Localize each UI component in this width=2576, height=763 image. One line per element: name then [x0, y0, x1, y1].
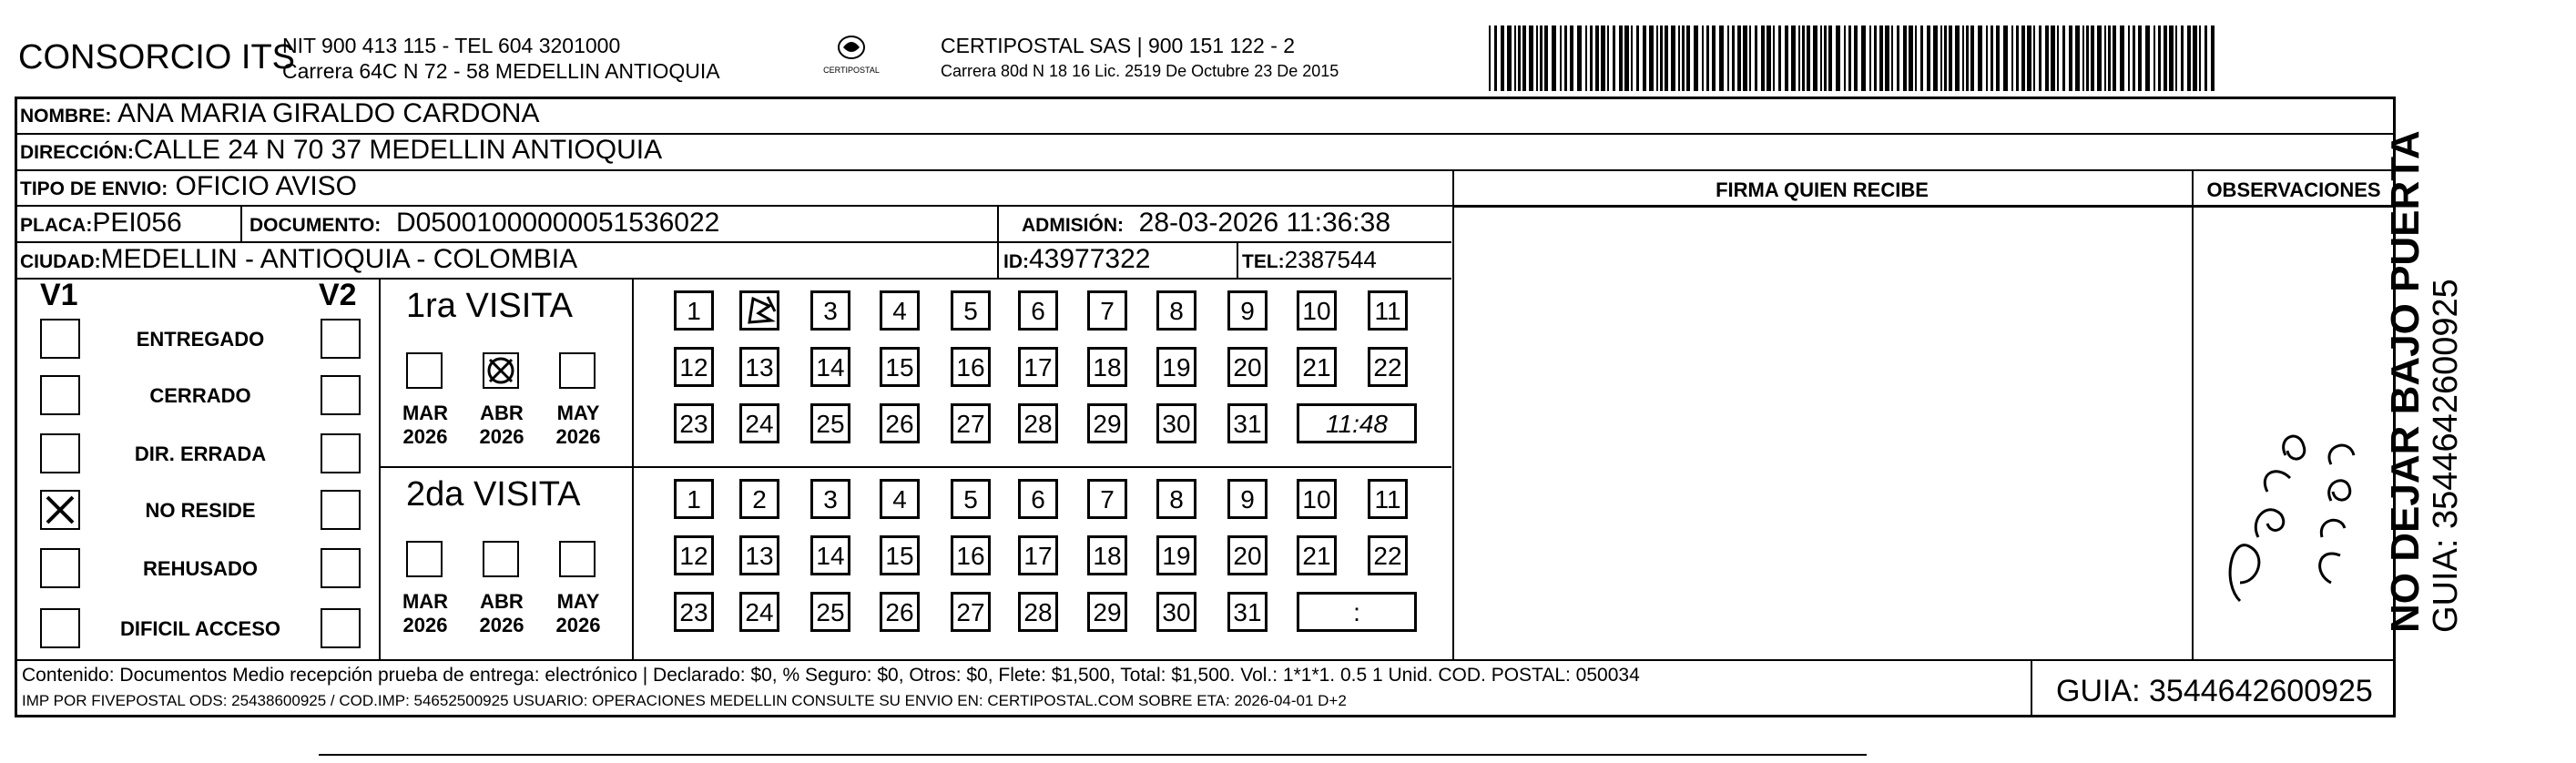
barcode-bar	[2175, 25, 2177, 91]
barcode-bar	[1955, 25, 1960, 91]
day-box[interactable]: 18	[1087, 347, 1127, 387]
barcode-bar	[1828, 25, 1832, 91]
month-label: ABR 2026	[479, 590, 524, 636]
barcode-bar	[2153, 25, 2155, 91]
status-v1-checkbox[interactable]	[40, 319, 80, 359]
barcode-bar	[1891, 25, 1893, 91]
documento-row: DOCUMENTO: D05001000000051536022	[249, 208, 720, 238]
barcode-bar	[1636, 25, 1639, 91]
status-v1-checkbox[interactable]	[40, 548, 80, 588]
day-box[interactable]: 28	[1018, 403, 1058, 443]
barcode-bar	[1590, 25, 1593, 91]
barcode-bar	[1761, 25, 1765, 91]
barcode-bar	[2199, 25, 2201, 91]
day-box[interactable]: 7	[1087, 479, 1127, 519]
barcode-bar	[2181, 25, 2184, 91]
tipo-value: OFICIO AVISO	[175, 171, 358, 201]
barcode-bar	[1570, 25, 1573, 91]
id-row: ID:43977322	[1003, 244, 1151, 274]
barcode-bar	[1514, 25, 1516, 91]
day-box[interactable]: 3	[810, 290, 850, 331]
day-box[interactable]: 5	[951, 290, 991, 331]
day-box[interactable]: 13	[739, 535, 779, 575]
day-box[interactable]: 9	[1227, 479, 1268, 519]
day-box[interactable]: 31	[1227, 592, 1268, 632]
day-box[interactable]: 24	[739, 403, 779, 443]
nombre-value: ANA MARIA GIRALDO CARDONA	[117, 98, 540, 128]
barcode-bar	[2086, 25, 2089, 91]
id-value: 43977322	[1029, 244, 1151, 274]
month-label: MAY 2026	[555, 590, 601, 636]
status-label: DIR. ERRADA	[134, 443, 267, 465]
day-box[interactable]: 14	[810, 347, 850, 387]
status-label: NO RESIDE	[145, 499, 256, 522]
barcode-bar	[1991, 25, 1993, 91]
barcode-bar	[2138, 25, 2142, 91]
day-box[interactable]: 31	[1227, 403, 1268, 443]
status-v1-checkbox[interactable]	[40, 375, 80, 415]
company-nit: NIT 900 413 115 - TEL 604 3201000	[282, 34, 621, 57]
day-box[interactable]: 14	[810, 535, 850, 575]
day-box[interactable]: 23	[674, 592, 714, 632]
barcode-bar	[2062, 25, 2065, 91]
barcode-bar	[1885, 25, 1889, 91]
barcode-bar	[1836, 25, 1840, 91]
barcode-bar	[1848, 25, 1851, 91]
day-box[interactable]: 22	[1368, 535, 1408, 575]
placa-value: PEI056	[92, 208, 182, 238]
day-box[interactable]: 18	[1087, 535, 1127, 575]
barcode-bar	[1844, 25, 1846, 91]
barcode-bar	[1778, 25, 1781, 91]
month-checkbox[interactable]	[483, 541, 519, 577]
barcode-bar	[1915, 25, 1917, 91]
documento-value: D05001000000051536022	[395, 208, 720, 238]
day-box[interactable]: 28	[1018, 592, 1058, 632]
barcode-bar	[1737, 25, 1741, 91]
visit-title: 2da VISITA	[406, 475, 581, 514]
barcode-bar	[1601, 25, 1605, 91]
barcode-bar	[1996, 25, 2000, 91]
barcode-bar	[1585, 25, 1587, 91]
barcode-bar	[1743, 25, 1747, 91]
barcode-bar	[2082, 25, 2084, 91]
side-title: NO DEJAR BAJO PUERTA	[2383, 130, 2428, 633]
barcode-bar	[2204, 25, 2207, 91]
barcode-bar	[1719, 25, 1724, 91]
tel-value: 2387544	[1284, 246, 1377, 273]
day-box[interactable]: 21	[1297, 535, 1337, 575]
barcode-bar	[2091, 25, 2094, 91]
status-v1-checkbox[interactable]	[40, 433, 80, 473]
barcode-bar	[2133, 25, 2135, 91]
direccion-row: DIRECCIÓN:CALLE 24 N 70 37 MEDELLIN ANTIOQUIA	[20, 135, 663, 165]
barcode-bar	[2158, 25, 2161, 91]
nombre-row: NOMBRE: ANA MARIA GIRALDO CARDONA	[20, 98, 540, 128]
barcode-bar	[1595, 25, 1599, 91]
barcode-bar	[1607, 25, 1609, 91]
barcode-bar	[1732, 25, 1735, 91]
day-box[interactable]: 20	[1227, 535, 1268, 575]
barcode-bar	[2011, 25, 2013, 91]
company-address: Carrera 64C N 72 - 58 MEDELLIN ANTIOQUIA	[282, 59, 720, 83]
barcode-bar	[1755, 25, 1757, 91]
month-checkbox[interactable]	[483, 352, 519, 389]
footer-imp: IMP POR FIVEPOSTAL ODS: 25438600925 / COD.IMP: 54652500925 USUARIO: OPERACIONES MEDELLIN CONSULTE SU ENVIO EN: CERTIPOSTAL.COM SOBRE ETA: 2026-04-01 D+2	[22, 692, 1347, 709]
day-box[interactable]: 9	[1227, 290, 1268, 331]
barcode-bar	[2057, 25, 2059, 91]
barcode-bar	[1933, 25, 1938, 91]
barcode-bar	[2145, 25, 2150, 91]
barcode-bar	[1706, 25, 1709, 91]
barcode-bar	[1577, 25, 1582, 91]
day-box[interactable]: 19	[1156, 535, 1196, 575]
handwritten-signature	[2204, 310, 2386, 637]
footer-contenido: Contenido: Documentos Medio recepción prueba de entrega: electrónico | Declarado: $0, % Seguro: $0, Otros: $0, Flete: $1,500, Total: $1,500. Vol.: 1*1*1. 0.5 1 Unid. COD. POSTAL: 050034	[22, 665, 1640, 686]
barcode-bar	[1807, 25, 1810, 91]
barcode-bar	[2021, 25, 2025, 91]
day-box[interactable]: 20	[1227, 347, 1268, 387]
month-checkbox[interactable]	[559, 352, 596, 389]
admision-row: ADMISIÓN: 28-03-2026 11:36:38	[1022, 208, 1391, 238]
barcode-bar	[1665, 25, 1668, 91]
day-box[interactable]: 30	[1156, 403, 1196, 443]
status-v2-checkbox[interactable]	[321, 375, 361, 415]
v2-label: V2	[319, 278, 357, 312]
barcode-bar	[1489, 25, 1491, 91]
day-box[interactable]: 4	[880, 290, 920, 331]
barcode-bar	[1518, 25, 1521, 91]
tel-row: TEL:2387544	[1242, 246, 1377, 273]
barcode-bar	[1631, 25, 1633, 91]
courier-nit: CERTIPOSTAL SAS | 900 151 122 - 2	[941, 34, 1296, 57]
barcode-bar	[1522, 25, 1526, 91]
ciudad-row: CIUDAD:MEDELLIN - ANTIOQUIA - COLOMBIA	[20, 244, 578, 274]
barcode-bar	[1507, 25, 1512, 91]
month-label: MAR 2026	[402, 590, 449, 636]
barcode-bar	[2164, 25, 2167, 91]
day-box[interactable]: 3	[810, 479, 850, 519]
day-box[interactable]: 27	[951, 403, 991, 443]
tipo-row: TIPO DE ENVIO: OFICIO AVISO	[20, 171, 358, 201]
month-label: MAY 2026	[555, 402, 601, 448]
barcode-bar	[1624, 25, 1629, 91]
barcode-bar	[1494, 25, 1497, 91]
day-box[interactable]: 30	[1156, 592, 1196, 632]
day-box[interactable]: 8	[1156, 290, 1196, 331]
ciudad-value: MEDELLIN - ANTIOQUIA - COLOMBIA	[100, 244, 578, 274]
barcode-bar	[1564, 25, 1567, 91]
day-box[interactable]: 4	[880, 479, 920, 519]
barcode-bar	[1802, 25, 1805, 91]
barcode-bar	[1686, 25, 1690, 91]
company-info	[282, 33, 720, 84]
day-box[interactable]: 6	[1018, 290, 1058, 331]
day-box[interactable]: 10	[1297, 290, 1337, 331]
day-box[interactable]: 12	[674, 347, 714, 387]
barcode-bar	[2033, 25, 2035, 91]
barcode-bar	[1903, 25, 1907, 91]
barcode-bar	[2027, 25, 2031, 91]
day-box[interactable]: 29	[1087, 592, 1127, 632]
svg-text:CERTIPOSTAL: CERTIPOSTAL	[823, 66, 880, 75]
barcode-bar	[2039, 25, 2041, 91]
barcode-bar	[1944, 25, 1947, 91]
visit-title: 1ra VISITA	[406, 287, 574, 325]
month-checkbox[interactable]	[559, 541, 596, 577]
barcode-bar	[1949, 25, 1952, 91]
day-box[interactable]: 11	[1368, 290, 1408, 331]
firma-label: FIRMA QUIEN RECIBE	[1716, 178, 1929, 201]
barcode-bar	[2075, 25, 2080, 91]
status-v1-checkbox[interactable]	[40, 608, 80, 648]
day-box[interactable]: 16	[951, 347, 991, 387]
barcode-bar	[1552, 25, 1556, 91]
barcode-bar	[1656, 25, 1658, 91]
barcode-bar	[1813, 25, 1817, 91]
barcode-bar	[1643, 25, 1646, 91]
month-checkbox[interactable]	[406, 352, 443, 389]
barcode-bar	[1694, 25, 1698, 91]
barcode-bar	[1970, 25, 1974, 91]
barcode-bar	[1940, 25, 1942, 91]
barcode-bar	[2113, 25, 2116, 91]
observaciones-label: OBSERVACIONES	[2206, 178, 2381, 201]
barcode-bar	[2104, 25, 2106, 91]
courier-address: Carrera 80d N 18 16 Lic. 2519 De Octubre 23 De 2015	[941, 62, 1339, 80]
month-label: ABR 2026	[479, 402, 524, 448]
status-label: CERRADO	[149, 384, 251, 407]
barcode-bar	[2193, 25, 2197, 91]
barcode-bar	[1927, 25, 1930, 91]
status-v2-checkbox[interactable]	[321, 433, 361, 473]
admision-value: 28-03-2026 11:36:38	[1138, 208, 1391, 238]
day-box[interactable]: 11	[1368, 479, 1408, 519]
barcode-bar	[1749, 25, 1751, 91]
company-name: CONSORCIO ITS	[18, 38, 296, 76]
side-guia-block	[2383, 130, 2466, 633]
barcode-bar	[1560, 25, 1562, 91]
day-box[interactable]: 7	[1087, 290, 1127, 331]
day-box[interactable]: 23	[674, 403, 714, 443]
side-guia: GUIA: 3544642600925	[2427, 279, 2465, 633]
barcode-bar	[1791, 25, 1796, 91]
barcode-bar	[1671, 25, 1675, 91]
barcode-bar	[1986, 25, 1988, 91]
barcode	[1489, 25, 2217, 91]
barcode-bar	[1501, 25, 1504, 91]
barcode-bar	[1861, 25, 1866, 91]
barcode-bar	[1773, 25, 1775, 91]
day-box[interactable]: 26	[880, 592, 920, 632]
day-box[interactable]: 16	[951, 535, 991, 575]
barcode-bar	[1879, 25, 1883, 91]
day-box[interactable]: 26	[880, 403, 920, 443]
status-label: DIFICIL ACCESO	[119, 617, 280, 640]
barcode-bar	[1824, 25, 1827, 91]
barcode-bar	[1649, 25, 1654, 91]
barcode-bar	[1613, 25, 1615, 91]
barcode-bar	[2169, 25, 2174, 91]
direccion-value: CALLE 24 N 70 37 MEDELLIN ANTIOQUIA	[133, 135, 663, 165]
day-box[interactable]: 25	[810, 592, 850, 632]
status-label: ENTREGADO	[136, 328, 265, 351]
day-box[interactable]: 27	[951, 592, 991, 632]
barcode-bar	[1544, 25, 1548, 91]
footer-guia: GUIA: 3544642600925	[2056, 674, 2373, 708]
day-box[interactable]: 24	[739, 592, 779, 632]
day-box[interactable]: 21	[1297, 347, 1337, 387]
status-v2-checkbox[interactable]	[321, 608, 361, 648]
day-box[interactable]: 2	[739, 479, 779, 519]
barcode-bar	[1874, 25, 1877, 91]
barcode-bar	[1767, 25, 1771, 91]
barcode-bar	[2016, 25, 2019, 91]
month-checkbox[interactable]	[406, 541, 443, 577]
day-box[interactable]	[739, 290, 779, 331]
barcode-bar	[2211, 25, 2215, 91]
barcode-bar	[2128, 25, 2130, 91]
status-v2-checkbox[interactable]	[321, 319, 361, 359]
barcode-bar	[2187, 25, 2191, 91]
certipostal-logo-icon	[810, 33, 892, 78]
barcode-bar	[2003, 25, 2008, 91]
barcode-bar	[1702, 25, 1704, 91]
barcode-bar	[1540, 25, 1543, 91]
day-box[interactable]: 1	[674, 479, 714, 519]
day-box[interactable]: 1	[674, 290, 714, 331]
barcode-bar	[1920, 25, 1923, 91]
barcode-bar	[1966, 25, 1969, 91]
status-v1-checkbox[interactable]	[40, 490, 80, 530]
barcode-bar	[2051, 25, 2055, 91]
barcode-bar	[1854, 25, 1858, 91]
barcode-bar	[1798, 25, 1800, 91]
barcode-bar	[1909, 25, 1913, 91]
barcode-bar	[1678, 25, 1680, 91]
barcode-bar	[1978, 25, 1982, 91]
barcode-bar	[1962, 25, 1964, 91]
month-label: MAR 2026	[402, 402, 449, 448]
day-box[interactable]: 29	[1087, 403, 1127, 443]
day-box[interactable]: 17	[1018, 347, 1058, 387]
day-box[interactable]: 19	[1156, 347, 1196, 387]
barcode-bar	[1712, 25, 1716, 91]
barcode-bar	[1660, 25, 1663, 91]
day-box[interactable]: 12	[674, 535, 714, 575]
v1-label: V1	[40, 278, 78, 312]
day-box[interactable]: 13	[739, 347, 779, 387]
day-box[interactable]: 15	[880, 535, 920, 575]
barcode-bar	[1869, 25, 1871, 91]
barcode-bar	[2045, 25, 2049, 91]
barcode-bar	[1785, 25, 1788, 91]
status-v2-checkbox[interactable]	[321, 548, 361, 588]
status-v2-checkbox[interactable]	[321, 490, 361, 530]
barcode-bar	[1820, 25, 1822, 91]
day-box[interactable]: 25	[810, 403, 850, 443]
day-box[interactable]: 8	[1156, 479, 1196, 519]
barcode-bar	[2108, 25, 2111, 91]
day-box[interactable]: 5	[951, 479, 991, 519]
status-label: REHUSADO	[143, 557, 258, 580]
barcode-bar	[1529, 25, 1533, 91]
barcode-bar	[1682, 25, 1685, 91]
barcode-bar	[2097, 25, 2102, 91]
visit-time-box[interactable]: 11:48	[1297, 403, 1417, 443]
day-box[interactable]: 22	[1368, 347, 1408, 387]
barcode-bar	[2120, 25, 2124, 91]
barcode-bar	[1619, 25, 1623, 91]
day-box[interactable]: 10	[1297, 479, 1337, 519]
barcode-bar	[2069, 25, 2072, 91]
day-box[interactable]: 17	[1018, 535, 1058, 575]
placa-row: PLACA:PEI056	[20, 208, 182, 238]
day-box[interactable]: 15	[880, 347, 920, 387]
barcode-bar	[1536, 25, 1538, 91]
courier-info	[941, 33, 1339, 84]
barcode-bar	[1897, 25, 1899, 91]
barcode-bar	[1727, 25, 1729, 91]
visit-time-box[interactable]: :	[1297, 592, 1417, 632]
day-box[interactable]: 6	[1018, 479, 1058, 519]
